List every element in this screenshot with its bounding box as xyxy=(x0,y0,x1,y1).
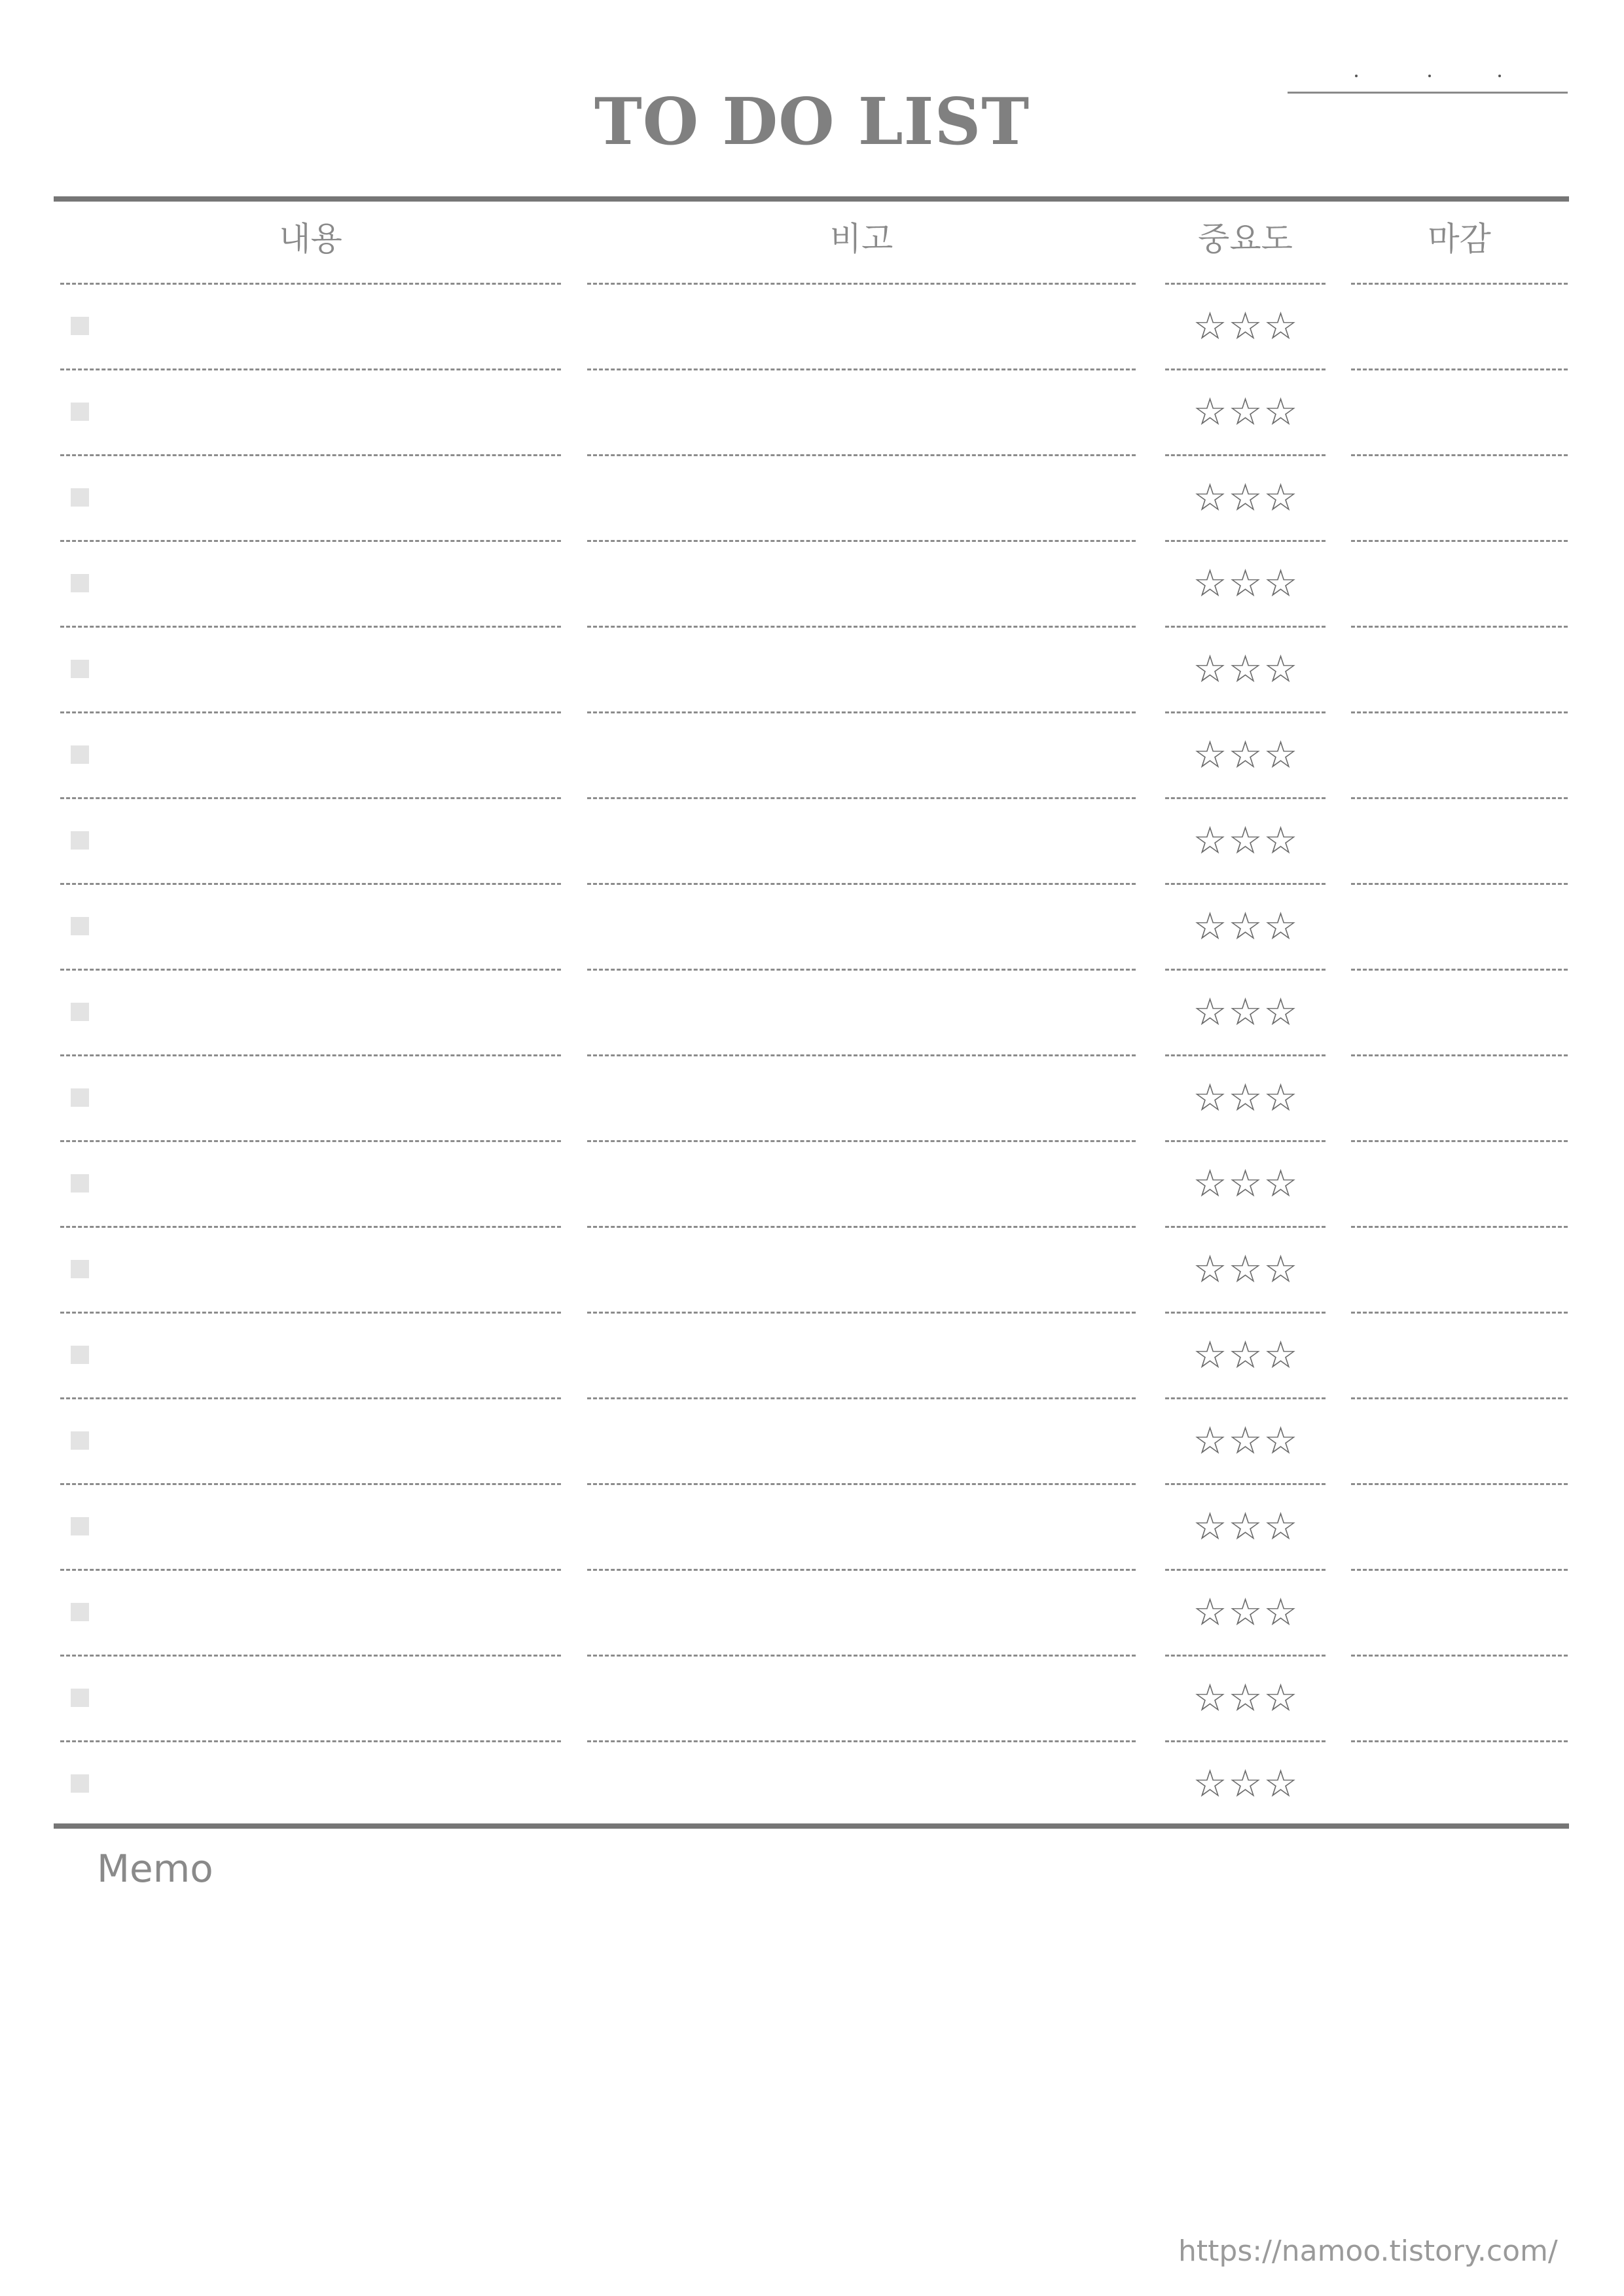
row-checkbox[interactable] xyxy=(71,1431,89,1450)
row-note-field[interactable] xyxy=(587,1325,1136,1384)
row-deadline-field[interactable] xyxy=(1351,296,1568,355)
row-checkbox[interactable] xyxy=(71,1260,89,1278)
row-note-field[interactable] xyxy=(587,1153,1136,1212)
header-content: 내용 xyxy=(279,220,342,258)
date-separator-dot xyxy=(1498,75,1501,77)
row-note-field[interactable] xyxy=(587,982,1136,1041)
table-top-rule xyxy=(54,196,1569,202)
memo-area[interactable] xyxy=(54,1898,1569,2186)
importance-star-rating[interactable]: ☆☆☆ xyxy=(1193,1589,1299,1634)
row-note-field[interactable] xyxy=(587,382,1136,440)
row-note-field[interactable] xyxy=(587,1668,1136,1727)
row-note-field[interactable] xyxy=(587,1582,1136,1641)
row-content-field[interactable] xyxy=(105,382,556,440)
row-note-field[interactable] xyxy=(587,296,1136,355)
row-deadline-field[interactable] xyxy=(1351,1753,1568,1812)
row-checkbox[interactable] xyxy=(71,1088,89,1107)
importance-star-rating[interactable]: ☆☆☆ xyxy=(1193,1675,1299,1720)
row-checkbox[interactable] xyxy=(71,1774,89,1793)
importance-star-rating[interactable]: ☆☆☆ xyxy=(1193,1160,1299,1206)
row-deadline-field[interactable] xyxy=(1351,382,1568,440)
row-checkbox[interactable] xyxy=(71,488,89,507)
row-content-field[interactable] xyxy=(105,1067,556,1126)
row-content-field[interactable] xyxy=(105,896,556,955)
row-deadline-field[interactable] xyxy=(1351,1067,1568,1126)
row-checkbox[interactable] xyxy=(71,1003,89,1021)
importance-star-rating[interactable]: ☆☆☆ xyxy=(1193,1503,1299,1549)
importance-star-rating[interactable]: ☆☆☆ xyxy=(1193,1761,1299,1806)
row-content-field[interactable] xyxy=(105,1153,556,1212)
importance-star-rating[interactable]: ☆☆☆ xyxy=(1193,475,1299,520)
row-content-field[interactable] xyxy=(105,810,556,869)
header-note: 비고 xyxy=(829,220,893,258)
row-content-field[interactable] xyxy=(105,1496,556,1555)
importance-star-rating[interactable]: ☆☆☆ xyxy=(1193,732,1299,777)
row-checkbox[interactable] xyxy=(71,1603,89,1621)
row-content-field[interactable] xyxy=(105,725,556,783)
row-note-field[interactable] xyxy=(587,1067,1136,1126)
importance-star-rating[interactable]: ☆☆☆ xyxy=(1193,646,1299,691)
row-note-field[interactable] xyxy=(587,1496,1136,1555)
row-note-field[interactable] xyxy=(587,1239,1136,1298)
importance-star-rating[interactable]: ☆☆☆ xyxy=(1193,1246,1299,1291)
importance-star-rating[interactable]: ☆☆☆ xyxy=(1193,389,1299,434)
row-content-field[interactable] xyxy=(105,982,556,1041)
row-deadline-field[interactable] xyxy=(1351,639,1568,698)
row-content-field[interactable] xyxy=(105,1668,556,1727)
row-checkbox[interactable] xyxy=(71,574,89,592)
table-bottom-rule xyxy=(54,1823,1569,1829)
header-importance: 중요도 xyxy=(1198,220,1293,258)
row-checkbox[interactable] xyxy=(71,1517,89,1535)
row-content-field[interactable] xyxy=(105,1325,556,1384)
page-title: TO DO LIST xyxy=(594,84,1030,160)
row-deadline-field[interactable] xyxy=(1351,467,1568,526)
row-content-field[interactable] xyxy=(105,1410,556,1469)
importance-star-rating[interactable]: ☆☆☆ xyxy=(1193,903,1299,948)
row-deadline-field[interactable] xyxy=(1351,1582,1568,1641)
row-note-field[interactable] xyxy=(587,1753,1136,1812)
importance-star-rating[interactable]: ☆☆☆ xyxy=(1193,303,1299,348)
importance-star-rating[interactable]: ☆☆☆ xyxy=(1193,1418,1299,1463)
row-deadline-field[interactable] xyxy=(1351,810,1568,869)
row-checkbox[interactable] xyxy=(71,403,89,421)
row-checkbox[interactable] xyxy=(71,1174,89,1193)
row-note-field[interactable] xyxy=(587,896,1136,955)
row-content-field[interactable] xyxy=(105,467,556,526)
row-checkbox[interactable] xyxy=(71,1346,89,1364)
row-deadline-field[interactable] xyxy=(1351,896,1568,955)
importance-star-rating[interactable]: ☆☆☆ xyxy=(1193,817,1299,863)
row-content-field[interactable] xyxy=(105,1582,556,1641)
row-note-field[interactable] xyxy=(587,639,1136,698)
row-note-field[interactable] xyxy=(587,1410,1136,1469)
row-deadline-field[interactable] xyxy=(1351,982,1568,1041)
row-checkbox[interactable] xyxy=(71,831,89,850)
row-content-field[interactable] xyxy=(105,553,556,612)
row-content-field[interactable] xyxy=(105,639,556,698)
memo-label: Memo xyxy=(97,1846,213,1891)
row-content-field[interactable] xyxy=(105,296,556,355)
footer-url[interactable]: https://namoo.tistory.com/ xyxy=(1178,2234,1558,2268)
row-checkbox[interactable] xyxy=(71,660,89,678)
importance-star-rating[interactable]: ☆☆☆ xyxy=(1193,1075,1299,1120)
date-separator-dot xyxy=(1355,75,1358,77)
row-deadline-field[interactable] xyxy=(1351,1668,1568,1727)
row-deadline-field[interactable] xyxy=(1351,1153,1568,1212)
row-content-field[interactable] xyxy=(105,1239,556,1298)
row-checkbox[interactable] xyxy=(71,745,89,764)
row-deadline-field[interactable] xyxy=(1351,725,1568,783)
row-content-field[interactable] xyxy=(105,1753,556,1812)
row-note-field[interactable] xyxy=(587,810,1136,869)
row-deadline-field[interactable] xyxy=(1351,1239,1568,1298)
date-separator-dot xyxy=(1428,75,1431,77)
row-checkbox[interactable] xyxy=(71,917,89,935)
header-deadline: 마감 xyxy=(1428,220,1491,258)
row-deadline-field[interactable] xyxy=(1351,553,1568,612)
importance-star-rating[interactable]: ☆☆☆ xyxy=(1193,560,1299,605)
row-note-field[interactable] xyxy=(587,725,1136,783)
row-checkbox[interactable] xyxy=(71,1689,89,1707)
row-deadline-field[interactable] xyxy=(1351,1496,1568,1555)
row-deadline-field[interactable] xyxy=(1351,1410,1568,1469)
row-deadline-field[interactable] xyxy=(1351,1325,1568,1384)
importance-star-rating[interactable]: ☆☆☆ xyxy=(1193,989,1299,1034)
row-note-field[interactable] xyxy=(587,467,1136,526)
row-checkbox[interactable] xyxy=(71,317,89,335)
row-note-field[interactable] xyxy=(587,553,1136,612)
importance-star-rating[interactable]: ☆☆☆ xyxy=(1193,1332,1299,1377)
